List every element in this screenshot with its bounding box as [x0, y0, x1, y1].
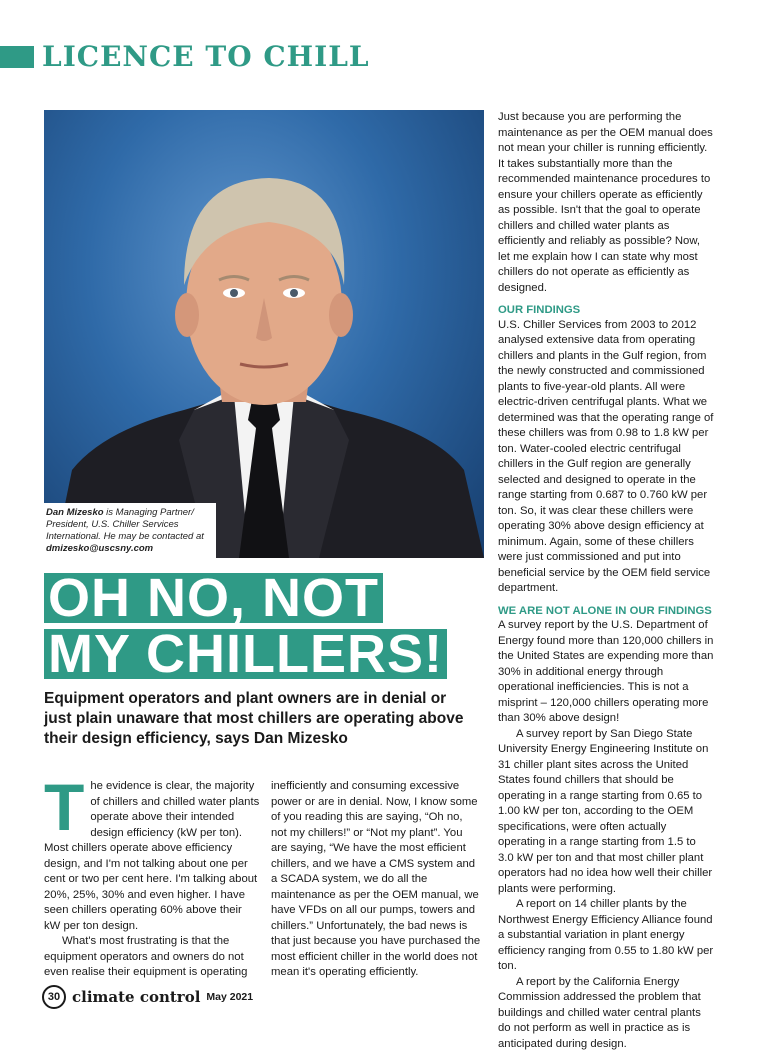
- section-accent-bar: [0, 46, 34, 68]
- body-paragraph: Just because you are performing the maintenance as per the OEM manual does not mean your chiller is running efficiently. It takes substantially more than the recommended maintenance procedures to ensure your chillers operate as efficiently as possible. Isn't that the goal to operate chillers and chilled water plants as efficiently and reliably as possible? Now, let me explain how I can state why most chillers do not operate as efficiently as designed.: [498, 110, 714, 296]
- page-footer: [42, 984, 253, 1010]
- subhead-our-findings: OUR FINDINGS: [498, 304, 714, 318]
- headline-line-2-text: MY CHILLERS!: [44, 629, 447, 679]
- page-number: 30: [42, 985, 66, 1009]
- photo-caption: [44, 503, 216, 558]
- headline-line-1: [44, 573, 383, 623]
- body-paragraph: A survey report by the U.S. Department of Energy found more than 120,000 chillers in the United States are expending more than 30% in additional energy through operational inefficiencies. This is not a misprint – 120,000 chillers operating more than 30% above design!: [498, 618, 714, 727]
- body-paragraph: U.S. Chiller Services from 2003 to 2012 analysed extensive data from operating chillers and plants in the Gulf region, from the newly constructed and commissioned plants to five-year-old plants. All were electric-driven centrifugal plants. What we determined was that the operating range of these chillers was from 0.98 to 1.8 kW per ton. Water-cooled electric centrifugal chillers in the Gulf region are generally selected and designed to operate in the range starting from 0.687 to 0.760 kW per ton. So, it was clear these chillers were operating 30% above design efficiency at minimum. Again, some of these chillers were just commissioned and put into beneficial service by the OEM field service department.: [498, 318, 714, 597]
- author-photo: [44, 110, 484, 558]
- body-column-1: [44, 779, 260, 981]
- drop-cap: T: [44, 781, 84, 833]
- headline-line-1-text: OH NO, NOT: [44, 573, 383, 623]
- body-paragraph: A survey report by San Diego State University Energy Engineering Institute on 31 chiller plant sites across the United States found chillers that should be operating in a range starting from 0.65 to 1.00 kW per ton, according to the OEM specifications, were often actually operating in a range starting from 1.5 to 3.0 kW per ton and that most chiller plant operators had no idea how well their chiller plants were performing.: [498, 727, 714, 898]
- section-title: LICENCE TO CHILL: [42, 40, 370, 73]
- caption-name: Dan Mizesko: [46, 507, 104, 518]
- caption-text: is Managing Partner/ President, U.S. Chiller Services International. He may be contacted at: [46, 507, 204, 542]
- body-paragraph: A report by the California Energy Commission addressed the problem that buildings and chilled water central plants do not perform as well in practice as is anticipated during design.: [498, 975, 714, 1052]
- subhead-not-alone: WE ARE NOT ALONE IN OUR FINDINGS: [498, 605, 714, 619]
- body-paragraph: inefficiently and consuming excessive power or are in denial. Now, I know some of you reading this are saying, “Oh no, not my chillers!” or “Not my plant”. You are saying, “We have the most efficient chillers, and we have a CMS system and a SCADA system, we do all the maintenance as per the OEM manual, we have VFDs on all our pumps, towers and chillers.” Unfortunately, the bad news is that just because you have purchased the most efficient chiller in the world does not mean it's operating efficiently.: [271, 779, 481, 981]
- body-column-2: [271, 779, 481, 981]
- magazine-logo: climate control: [72, 988, 200, 1006]
- body-paragraph: A report on 14 chiller plants by the Northwest Energy Efficiency Alliance found a substantial variation in plant energy efficiency ranging from 0.55 to 1.80 kW per ton.: [498, 897, 714, 975]
- body-paragraph: What's most frustrating is that the equipment operators and owners do not even realise their equipment is operating: [44, 934, 260, 981]
- body-column-3: [498, 110, 714, 1052]
- issue-date: May 2021: [206, 991, 253, 1003]
- caption-email: dmizesko@uscsny.com: [46, 543, 153, 554]
- portrait-illustration: [44, 110, 484, 558]
- body-paragraph: he evidence is clear, the majority of chillers and chilled water plants operate above their intended design efficiency (kW per ton). Most chillers operate above efficiency design, and I'm not talking about one per cent or two per cent here. I'm talking about 20%, 25%, 30% and even higher. I have seen chillers operating 60% above their kW per ton design.: [44, 779, 260, 934]
- headline-line-2: [44, 629, 447, 679]
- standfirst: Equipment operators and plant owners are in denial or just plain unaware that most chillers are operating above their design efficiency, says Dan Mizesko: [44, 689, 474, 749]
